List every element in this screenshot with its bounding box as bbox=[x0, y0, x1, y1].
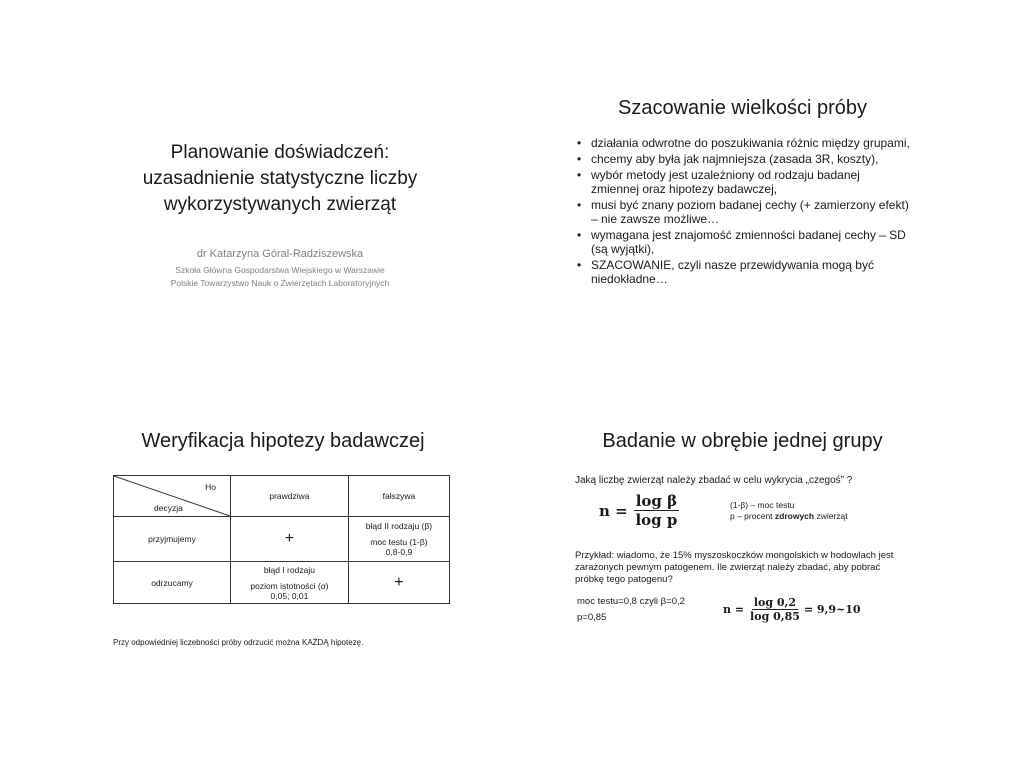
calc-lhs: n = bbox=[723, 603, 745, 616]
calc-denominator: log 0,85 bbox=[750, 610, 800, 623]
legend-text: p – procent bbox=[730, 511, 775, 521]
decision-label: decyzja bbox=[154, 503, 183, 513]
slide-single-group bbox=[575, 430, 910, 634]
table-row bbox=[114, 562, 450, 604]
test-power-range: 0,8-0,9 bbox=[385, 547, 413, 557]
bullet-text: wybór metody jest uzależniony od rodzaju badanej zmiennej oraz hipotezy badawczej, bbox=[591, 168, 860, 196]
affiliation-line: Szkoła Główna Gospodarstwa Wiejskiego w Warszawie bbox=[175, 265, 385, 275]
cell-accept-true: + bbox=[231, 517, 349, 562]
calculation-inputs bbox=[577, 594, 685, 626]
example-text: Przykład: wiadomo, że 15% myszoskoczków mongolskich w hodowlach jest zarażonych pewnym patogenem. Ile zwierząt należy zbadać, aby pobrać próbkę tego patogenu? bbox=[575, 550, 894, 585]
hypothesis-table bbox=[113, 475, 450, 604]
cell-accept-false bbox=[348, 517, 449, 562]
bullet-text: musi być znany poziom badanej cechy (+ zamierzony efekt) – nie zawsze możliwe… bbox=[591, 198, 909, 226]
footnote: Przy odpowiedniej liczebności próby odrzucić można KAŻDĄ hipotezę. bbox=[113, 638, 364, 647]
cell-reject-false: + bbox=[348, 562, 449, 604]
affiliation-line: Polskie Towarzystwo Nauk o Zwierzętach Laboratoryjnych bbox=[170, 278, 390, 288]
bullet-text: SZACOWANIE, czyli nasze przewidywania mogą być niedokładne… bbox=[591, 258, 874, 286]
bullet-item bbox=[575, 152, 910, 166]
bullet-text: wymagana jest znajomość zmienności badanej cechy – SD (są wyjątki), bbox=[591, 228, 906, 256]
bullet-icon: • bbox=[577, 168, 582, 182]
presentation-title bbox=[120, 140, 440, 218]
calculation-block bbox=[575, 594, 910, 634]
legend-line: (1-β) – moc testu bbox=[730, 500, 795, 510]
title-line: Planowanie doświadczeń: bbox=[170, 142, 390, 163]
bullet-item bbox=[575, 258, 910, 286]
type-one-error: błąd I rodzaju bbox=[263, 564, 315, 575]
legend-line bbox=[730, 511, 848, 522]
calculation-formula bbox=[723, 596, 861, 623]
bullet-item bbox=[575, 136, 910, 150]
slide-title: Szacowanie wielkości próby bbox=[617, 97, 867, 119]
formula-legend bbox=[730, 500, 848, 522]
bullet-icon: • bbox=[577, 136, 582, 150]
formula-numerator: log β bbox=[635, 492, 678, 510]
type-two-error: błąd II rodzaju (β) bbox=[365, 521, 433, 531]
cell-reject-true bbox=[231, 562, 349, 604]
slide-title-page bbox=[120, 140, 440, 290]
bullet-text: chcemy aby była jak najmniejsza (zasada 3R, koszty), bbox=[591, 152, 879, 166]
bullet-icon: • bbox=[577, 152, 582, 166]
bullet-icon: • bbox=[577, 228, 582, 242]
formula-fraction bbox=[634, 492, 679, 529]
formula-lhs: n = bbox=[599, 501, 628, 520]
bullet-list bbox=[575, 136, 910, 286]
slide-sample-size bbox=[575, 97, 910, 288]
row-header-reject: odrzucamy bbox=[114, 562, 231, 604]
significance-values: 0,05; 0,01 bbox=[270, 590, 309, 601]
legend-bold: zdrowych bbox=[774, 511, 815, 521]
bullet-text: działania odwrotne do poszukiwania różnic między grupami, bbox=[591, 136, 910, 150]
slide-title: Badanie w obrębie jednej grupy bbox=[602, 430, 883, 452]
legend-text: zwierząt bbox=[814, 511, 848, 521]
bullet-item bbox=[575, 168, 910, 196]
row-header-accept: przyjmujemy bbox=[114, 517, 231, 562]
bullet-icon: • bbox=[577, 198, 582, 212]
corner-cell bbox=[114, 476, 231, 517]
ho-label: Ho bbox=[205, 482, 216, 492]
question-text: Jaką liczbę zwierząt należy zbadać w celu wykrycia „czegoś” ? bbox=[575, 475, 853, 486]
calc-line: p=0,85 bbox=[577, 612, 607, 623]
significance-level: poziom istotności (α) bbox=[250, 580, 329, 591]
calc-line: moc testu=0,8 czyli β=0,2 bbox=[577, 596, 685, 607]
slide-hypothesis-verification bbox=[113, 430, 453, 647]
bullet-item bbox=[575, 228, 910, 256]
header-false: fałszywa bbox=[348, 476, 449, 517]
header-true: prawdziwa bbox=[231, 476, 349, 517]
sample-size-formula bbox=[599, 492, 679, 529]
test-power: moc testu (1-β) bbox=[370, 537, 428, 547]
title-line: uzasadnienie statystyczne liczby bbox=[142, 168, 418, 189]
title-line: wykorzystywanych zwierząt bbox=[163, 194, 397, 215]
formula-block bbox=[575, 492, 910, 538]
calc-fraction bbox=[750, 596, 800, 623]
bullet-icon: • bbox=[577, 258, 582, 272]
author-name: dr Katarzyna Góral-Radziszewska bbox=[196, 248, 364, 260]
formula-denominator: log p bbox=[635, 511, 678, 529]
bullet-item bbox=[575, 198, 910, 226]
table-row bbox=[114, 517, 450, 562]
calc-result: = 9,9~10 bbox=[803, 603, 861, 616]
table-row bbox=[114, 476, 450, 517]
slide-title: Weryfikacja hipotezy badawczej bbox=[141, 430, 425, 452]
calc-numerator: log 0,2 bbox=[753, 596, 797, 609]
affiliations bbox=[120, 264, 440, 290]
